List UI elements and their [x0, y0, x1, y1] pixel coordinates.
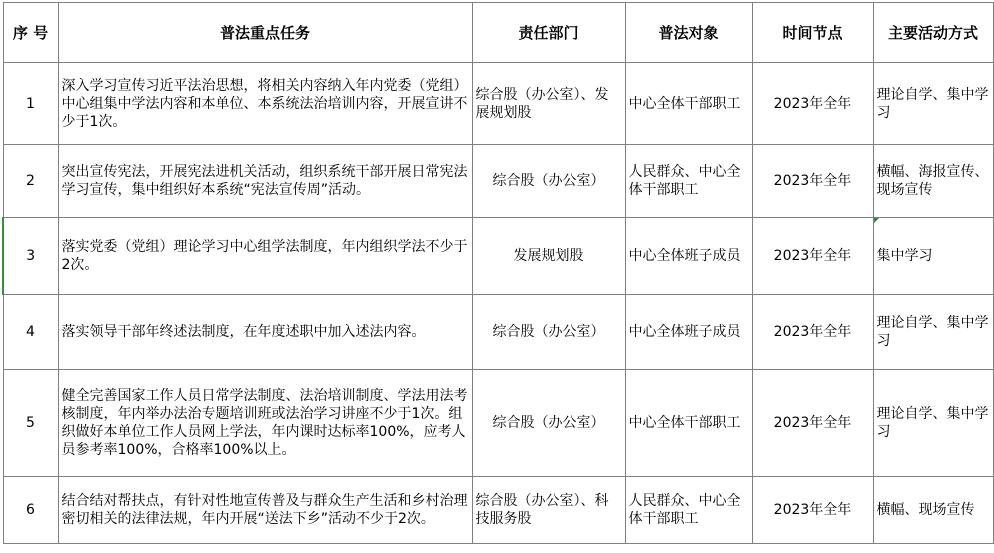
time-cell: 2023年全年 — [752, 370, 873, 477]
mode-cell: 横幅、海报宣传、现场宣传 — [873, 145, 993, 218]
time-cell: 2023年全年 — [752, 145, 873, 218]
cell-comment-marker — [874, 218, 879, 223]
dept-cell: 发展规划股 — [472, 218, 625, 295]
row-no-cell: 3 — [3, 218, 58, 295]
mode-cell: 理论自学、集中学习 — [873, 295, 993, 370]
target-cell: 中心全体班子成员 — [625, 295, 752, 370]
time-cell: 2023年全年 — [752, 477, 873, 544]
table-row — [3, 477, 993, 544]
target-cell: 中心全体干部职工 — [625, 63, 752, 145]
header-target: 普法对象 — [625, 3, 752, 63]
task-cell: 突出宣传宪法，开展宪法进机关活动，组织系统干部开展日常宪法学习宣传，集中组织好本系统“宪法宣传周”活动。 — [58, 145, 472, 218]
table-row — [3, 145, 993, 218]
table-row — [3, 63, 993, 145]
law-education-task-table — [2, 2, 994, 544]
task-cell: 落实党委（党组）理论学习中心组学法制度，年内组织学法不少于2次。 — [58, 218, 472, 295]
task-cell: 落实领导干部年终述法制度，在年度述职中加入述法内容。 — [58, 295, 472, 370]
dept-cell: 综合股（办公室）、科技服务股 — [472, 477, 625, 544]
dept-cell: 综合股（办公室） — [472, 145, 625, 218]
dept-cell: 综合股（办公室）、发展规划股 — [472, 63, 625, 145]
header-mode: 主要活动方式 — [873, 3, 993, 63]
header-no: 序 号 — [3, 3, 58, 63]
row-no-cell: 4 — [3, 295, 58, 370]
header-time: 时间节点 — [752, 3, 873, 63]
task-cell: 结合结对帮扶点，有针对性地宣传普及与群众生产生活和乡村治理密切相关的法律法规，年内开展“送法下乡”活动不少于2次。 — [58, 477, 472, 544]
row-no-cell: 5 — [3, 370, 58, 477]
mode-cell-text: 集中学习 — [876, 248, 933, 264]
target-cell: 中心全体干部职工 — [625, 370, 752, 477]
target-cell: 人民群众、中心全体干部职工 — [625, 477, 752, 544]
dept-cell: 综合股（办公室） — [472, 295, 625, 370]
task-cell: 深入学习宣传习近平法治思想，将相关内容纳入年内党委（党组）中心组集中学法内容和本单位、本系统法治培训内容，开展宣讲不少于1次。 — [58, 63, 472, 145]
time-cell: 2023年全年 — [752, 295, 873, 370]
task-cell: 健全完善国家工作人员日常学法制度、法治培训制度、学法用法考核制度，年内举办法治专题培训班或法治学习讲座不少于1次。组织做好本单位工作人员网上学法，年内课时达标率100%，应考人员参考率100%，合格率100%以上。 — [58, 370, 472, 477]
dept-cell: 综合股（办公室） — [472, 370, 625, 477]
header-row — [3, 3, 993, 63]
target-cell: 人民群众、中心全体干部职工 — [625, 145, 752, 218]
mode-cell: 理论自学、集中学习 — [873, 63, 993, 145]
row-no-cell: 2 — [3, 145, 58, 218]
target-cell: 中心全体班子成员 — [625, 218, 752, 295]
table-row — [3, 218, 993, 295]
row-no-cell: 6 — [3, 477, 58, 544]
header-task: 普法重点任务 — [58, 3, 472, 63]
table-row — [3, 370, 993, 477]
header-dept: 责任部门 — [472, 3, 625, 63]
row-no-cell: 1 — [3, 63, 58, 145]
mode-cell — [873, 218, 993, 295]
mode-cell: 横幅、现场宣传 — [873, 477, 993, 544]
table-row — [3, 295, 993, 370]
mode-cell: 理论自学、集中学习 — [873, 370, 993, 477]
time-cell: 2023年全年 — [752, 218, 873, 295]
time-cell: 2023年全年 — [752, 63, 873, 145]
